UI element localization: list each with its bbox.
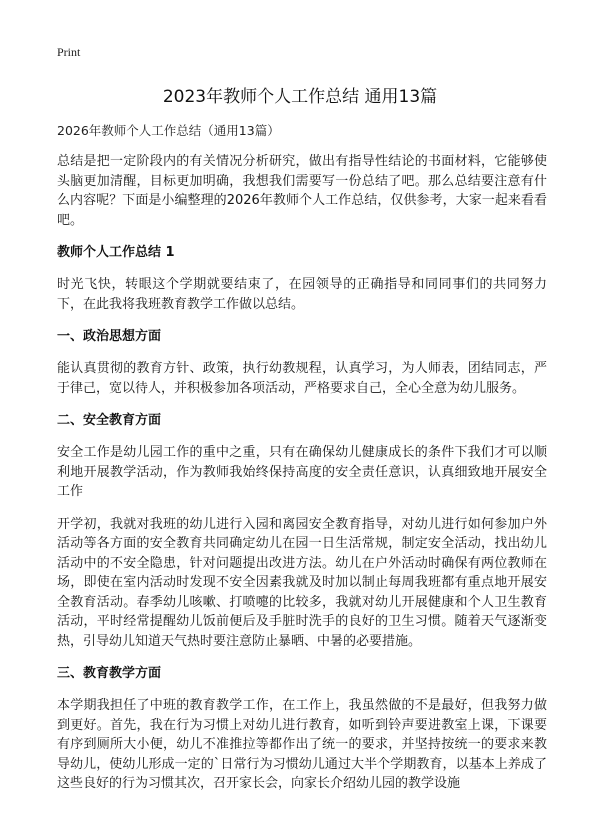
section-heading-teaching: 三、教育教学方面	[57, 666, 162, 681]
safety-paragraph-2: 开学初，我就对我班的幼儿进行入园和离园安全教育指导，对幼儿进行如何参加户外活动等各方面的安全教育共同确定幼儿在园一日生活常规，制定安全活动，找出幼儿活动中的不安全隐患，针对问题提出改进方法。幼儿在户外活动时确保有两位教师在场，即使在室内活动时发现不安全因素我就及时加以制止每周我班都有重点地开展安全教育活动。春季幼儿咳嗽、打喷嚏的比较多，我就对幼儿开展健康和个人卫生教育活动，平时经常提醒幼儿饭前便后及手脏时洗手的良好的卫生习惯。随着天气逐渐变热，引导幼儿知道天气热时要注意防止暴晒、中暑的必要措施。	[57, 516, 547, 649]
teaching-paragraph-1: 本学期我担任了中班的教育教学工作，在工作上，我虽然做的不是最好，但我努力做到更好。首先，我在行为习惯上对幼儿进行教育，如听到铃声要进教室上课，下课要有序到厕所大小便，幼儿不准推拉等都作出了统一的要求，并坚持按统一的要求来教导幼儿，使幼儿形成一定的`日常行为习惯幼儿通过大半个学期教育，以基本上养成了这些良好的行为习惯其次，召开家长会，向家长介绍幼儿园的教学设施	[57, 698, 547, 791]
section-heading-politics: 一、政治思想方面	[57, 329, 162, 344]
document-body	[57, 122, 547, 807]
section-heading-summary-1: 教师个人工作总结 1	[57, 245, 175, 260]
safety-paragraph-1: 安全工作是幼儿园工作的重中之重，只有在确保幼儿健康成长的条件下我们才可以顺利地开展教学活动，作为教师我始终保持高度的安全责任意识，认真细致地开展安全工作	[57, 445, 547, 499]
print-link[interactable]: Print	[57, 45, 81, 59]
intro-paragraph: 总结是把一定阶段内的有关情况分析研究，做出有指导性结论的书面材料，它能够使头脑更加清醒，目标更加明确，我想我们需要写一份总结了吧。那么总结要注意有什么内容呢？下面是小编整理的2026年教师个人工作总结，仅供参考，大家一起来看看吧。	[57, 154, 547, 228]
document-subtitle: 2026年教师个人工作总结（通用13篇）	[57, 123, 280, 138]
summary-1-paragraph: 时光飞快，转眼这个学期就要结束了，在园领导的正确指导和同同事们的共同努力下，在此我将我班教育教学工作做以总结。	[57, 277, 547, 312]
section-heading-safety: 二、安全教育方面	[57, 413, 162, 428]
politics-paragraph: 能认真贯彻的教育方针、政策，执行幼教规程，认真学习，为人师表，团结同志，严于律己，宽以待人，并积极参加各项活动，严格要求自己，全心全意为幼儿服务。	[57, 361, 547, 396]
document-title: 2023年教师个人工作总结 通用13篇	[162, 87, 438, 107]
